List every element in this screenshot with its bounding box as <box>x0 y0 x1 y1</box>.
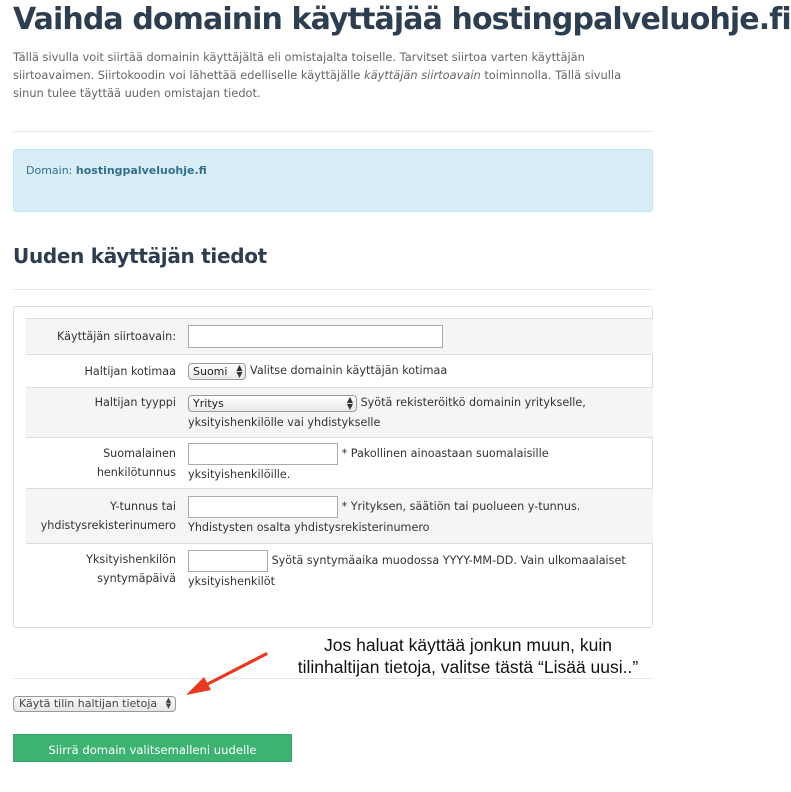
new-user-form <box>13 306 653 628</box>
transfer-key-label: Käyttäjän siirtoavain: <box>56 330 176 343</box>
annotation-arrow-icon <box>180 648 275 700</box>
birth-date-label: Yksityishenkilön syntymäpäivä <box>86 553 176 585</box>
section-title: Uuden käyttäjän tiedot <box>13 244 267 268</box>
form-row-personal-id <box>26 437 653 488</box>
divider <box>13 678 653 679</box>
domain-label: Domain: <box>26 164 73 177</box>
divider <box>13 131 653 132</box>
owner-info-select-value: Käytä tilin haltijan tietoja <box>19 697 158 710</box>
holder-type-select-value: Yritys <box>193 396 224 410</box>
holder-type-hint: Syötä rekisteröitkö domainin yritykselle, yksityishenkilölle vai yhdistykselle <box>188 396 586 429</box>
divider <box>13 289 653 290</box>
birth-date-field-wrap <box>188 550 643 592</box>
country-select[interactable] <box>188 363 246 380</box>
personal-id-input[interactable] <box>188 443 338 465</box>
personal-id-hint: * Pakollinen ainoastaan suomalaisille yksityishenkilöille. <box>188 447 549 481</box>
transfer-domain-button[interactable]: Siirrä domain valitsemalleni uudelle käyttäjälle <box>13 734 292 762</box>
select-arrows-icon: ▲ ▼ <box>236 362 243 379</box>
intro-text <box>13 48 653 102</box>
business-id-input[interactable] <box>188 496 338 518</box>
birth-date-input[interactable] <box>188 550 268 572</box>
domain-value: hostingpalveluohje.fi <box>75 164 207 177</box>
country-hint: Valitse domainin käyttäjän kotimaa <box>250 364 448 377</box>
intro-text-emphasis: käyttäjän siirtoavain <box>364 68 481 82</box>
country-field-wrap <box>188 361 643 381</box>
intro-text-part1: Tällä sivulla voit siirtää domainin käyttäjältä eli omistajalta toiselle. Tarvitset siirtoa varten käyttäjän siirtoavaimen. Siirtokoodin voi lähettää edelliselle käyttäjälle <box>13 50 585 82</box>
annotation-text: Jos haluat käyttää jonkun muun, kuin tilinhaltijan tietoja, valitse tästä “Lisää uusi..” <box>297 635 639 677</box>
form-row-business-id <box>26 488 653 543</box>
domain-info-box <box>13 149 653 212</box>
domain-info <box>26 164 207 177</box>
personal-id-label: Suomalainen henkilötunnus <box>96 447 176 479</box>
business-id-hint: * Yrityksen, säätiön tai puolueen y-tunnus. Yhdistysten osalta yhdistysrekisterinumero <box>188 500 581 534</box>
form-row-transfer-key <box>26 318 653 354</box>
form-row-holder-type <box>26 387 653 437</box>
business-id-label: Y-tunnus tai yhdistysrekisterinumero <box>40 500 176 532</box>
page-title: Vaihda domainin käyttäjää hostingpalveluohje.fi <box>13 2 791 37</box>
select-arrows-icon: ▲ ▼ <box>346 394 353 411</box>
form-row-country <box>26 354 653 387</box>
transfer-key-input[interactable] <box>188 325 443 348</box>
intro-text-part2: toiminnolla. Tällä sivulla sinun tulee täyttää uuden omistajan tiedot. <box>13 68 622 100</box>
annotation-arrow-shaft <box>200 654 266 688</box>
business-id-field-wrap <box>188 496 643 538</box>
form-row-birth-date <box>26 543 653 594</box>
annotation-arrow-head <box>186 677 211 695</box>
personal-id-field-wrap <box>188 443 643 485</box>
owner-info-select[interactable] <box>13 696 176 712</box>
holder-type-select[interactable] <box>188 395 357 412</box>
select-arrows-icon: ▲ ▼ <box>165 696 172 710</box>
country-label: Haltijan kotimaa <box>84 365 176 378</box>
holder-type-label: Haltijan tyyppi <box>94 396 176 409</box>
country-select-value: Suomi <box>193 364 228 378</box>
transfer-key-field-wrap <box>188 325 643 348</box>
holder-type-field-wrap <box>188 393 643 433</box>
birth-date-hint: Syötä syntymäaika muodossa YYYY-MM-DD. Vain ulkomaalaiset yksityishenkilöt <box>188 554 626 588</box>
